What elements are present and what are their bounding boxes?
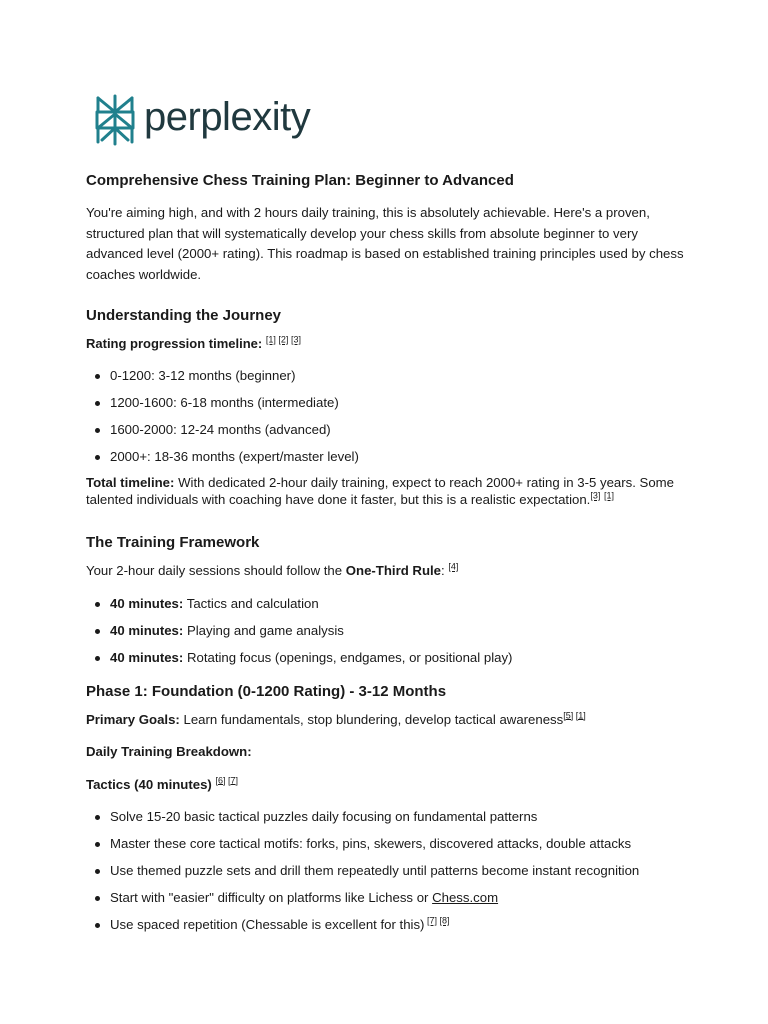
- list-item: [110, 621, 686, 641]
- framework-intro-text: Your 2-hour daily sessions should follow the: [86, 563, 346, 578]
- list-item: [110, 594, 686, 614]
- list-item: Master these core tactical motifs: forks, pins, skewers, discovered attacks, double attacks: [110, 834, 686, 854]
- timeline-list: [86, 366, 686, 467]
- tactics-label: Tactics (40 minutes): [86, 776, 212, 792]
- item-text: Tactics and calculation: [183, 595, 319, 611]
- item-label: 40 minutes:: [110, 622, 184, 638]
- item-text: Playing and game analysis: [183, 622, 344, 638]
- framework-intro-tail: :: [441, 563, 445, 578]
- chess-com-link[interactable]: Chess.com: [432, 890, 499, 905]
- perplexity-logo: [94, 94, 310, 146]
- intro-paragraph: You're aiming high, and with 2 hours daily training, this is absolutely achievable. Here's a proven, structured plan that will systematically develop your chess skills from absolute beginner to very advanced level (2000+ rating). This roadmap is based on established training principles used by chess coaches worldwide.: [86, 205, 684, 282]
- list-item: Use themed puzzle sets and drill them repeatedly until patterns become instant recognition: [110, 861, 686, 881]
- list-item: 2000+: 18-36 months (expert/master level): [110, 447, 686, 467]
- total-timeline-paragraph: [86, 474, 686, 508]
- list-item: 1600-2000: 12-24 months (advanced): [110, 420, 686, 440]
- perplexity-logo-icon: [94, 94, 136, 146]
- citation-link[interactable]: [1]: [604, 490, 615, 501]
- logo-wordmark: perplexity: [144, 95, 311, 139]
- citation-link[interactable]: [6]: [215, 775, 226, 786]
- breakdown-label-line: [86, 742, 686, 763]
- list-item: 0-1200: 3-12 months (beginner): [110, 366, 686, 386]
- journey-heading: Understanding the Journey: [86, 307, 282, 324]
- total-timeline-text: With dedicated 2-hour daily training, expect to reach 2000+ rating in 3-5 years. Some talented individuals with coaching have done it faster, but this is a realistic expectation.: [86, 475, 674, 507]
- citation-link[interactable]: [5]: [563, 710, 574, 721]
- timeline-label: Rating progression timeline:: [86, 336, 263, 351]
- citation-link[interactable]: [3]: [290, 334, 301, 345]
- list-item: [110, 648, 686, 668]
- citation-link[interactable]: [3]: [590, 490, 601, 501]
- tactics-label-line: [86, 775, 686, 796]
- goals-label: Primary Goals:: [86, 711, 180, 727]
- phase1-heading: Phase 1: Foundation (0-1200 Rating) - 3-12 Months: [86, 682, 447, 700]
- list-item: 1200-1600: 6-18 months (intermediate): [110, 393, 686, 413]
- framework-heading: The Training Framework: [86, 534, 260, 551]
- item-label: 40 minutes:: [110, 649, 184, 665]
- total-timeline-label: Total timeline:: [86, 475, 175, 490]
- item-text: Start with "easier" difficulty on platforms like Lichess or: [110, 890, 433, 905]
- timeline-label-line: [86, 334, 686, 354]
- citation-link[interactable]: [1]: [265, 334, 276, 345]
- citation-link[interactable]: [8]: [439, 915, 450, 926]
- citation-link[interactable]: [2]: [278, 334, 289, 345]
- framework-intro: [86, 561, 686, 582]
- citation-link[interactable]: [7]: [426, 915, 437, 926]
- primary-goals: [86, 710, 686, 731]
- citation-link[interactable]: [1]: [575, 710, 586, 721]
- tactics-list: [86, 807, 686, 935]
- document-content: [86, 171, 686, 942]
- citation-link[interactable]: [4]: [448, 561, 459, 572]
- item-text: Rotating focus (openings, endgames, or positional play): [183, 649, 513, 665]
- list-item: [110, 915, 686, 935]
- citation-link[interactable]: [7]: [228, 775, 239, 786]
- item-label: 40 minutes:: [110, 595, 184, 611]
- list-item: [110, 888, 686, 908]
- breakdown-label: Daily Training Breakdown:: [86, 744, 252, 759]
- one-third-rule: One-Third Rule: [345, 563, 442, 578]
- document-title: Comprehensive Chess Training Plan: Beginner to Advanced: [86, 172, 514, 189]
- citation-refs: [266, 335, 301, 345]
- framework-list: [86, 594, 686, 668]
- goals-text: Learn fundamentals, stop blundering, develop tactical awareness: [179, 711, 564, 727]
- item-text: Use spaced repetition (Chessable is excellent for this): [110, 917, 425, 932]
- list-item: Solve 15-20 basic tactical puzzles daily focusing on fundamental patterns: [110, 807, 686, 827]
